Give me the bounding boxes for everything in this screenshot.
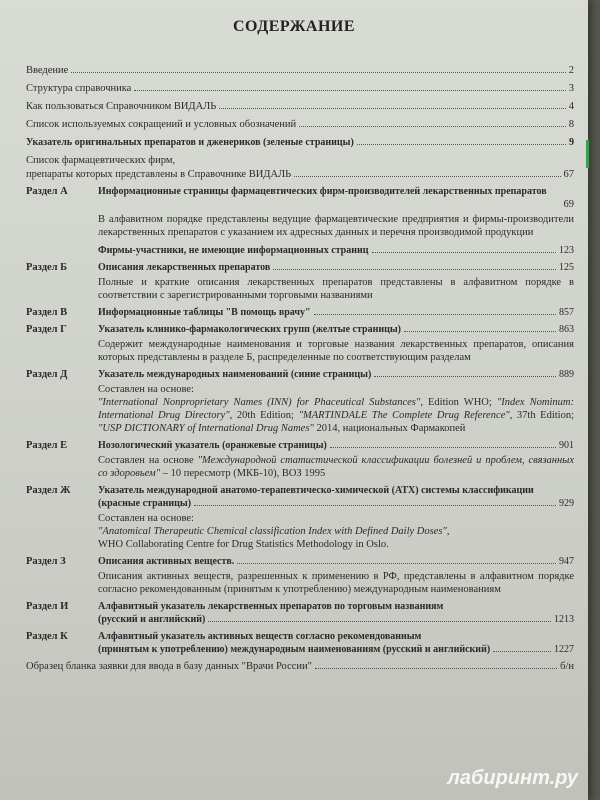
subsection-entry — [98, 244, 574, 257]
subsection-page: 123 — [559, 245, 574, 256]
source-edition: , Edition WHO; — [420, 397, 497, 408]
section-description: Полные и краткие описания лекарственных препаратов представлены в алфавитном порядке в соответствии с зарегистрированными торговыми названиями — [98, 277, 574, 301]
toc-entry — [26, 64, 574, 78]
dot-leader — [314, 314, 556, 315]
section-heading-cont: (русский и английский) — [98, 614, 206, 625]
description-intro: Составлен на основе: — [98, 513, 194, 524]
dot-leader — [404, 331, 556, 332]
toc-entry-footer — [26, 660, 574, 674]
section-e — [26, 439, 574, 480]
section-g — [26, 323, 574, 364]
dot-leader — [134, 90, 565, 91]
toc-entry-text: Структура справочника — [26, 83, 132, 94]
dot-leader — [374, 376, 556, 377]
toc-entry-page: 2 — [568, 65, 574, 76]
section-heading-cont: (красные страницы) — [98, 498, 192, 509]
toc-entry — [26, 154, 574, 181]
section-label: Раздел И — [26, 601, 69, 612]
dot-leader — [237, 563, 556, 564]
section-a — [26, 185, 574, 257]
toc-entry — [26, 82, 574, 96]
section-heading-cont: (принятым к употреблению) международным наименованиям (русский и английский) — [98, 644, 491, 655]
toc-entry-page: 4 — [568, 101, 574, 112]
dot-leader — [299, 126, 566, 127]
section-page: 69 — [563, 199, 574, 210]
section-zh — [26, 484, 574, 551]
section-page: 889 — [559, 369, 574, 380]
section-description — [98, 512, 574, 551]
source-title: "MARTINDALE The Complete Drug Reference" — [298, 410, 510, 421]
page-title: СОДЕРЖАНИЕ — [232, 18, 356, 35]
toc-entry-page: 3 — [568, 83, 574, 94]
section-heading: Информационные страницы фармацевтических фирм-производителей лекарственных препаратов — [98, 186, 547, 197]
dot-leader — [219, 108, 565, 109]
dot-leader — [294, 176, 560, 177]
toc-entry-page: 8 — [568, 119, 574, 130]
section-heading: Указатель международной анатомо-терапевтическо-химической (АТХ) системы классификации — [98, 485, 534, 496]
section-description: Содержит международные наименования и торговые названия лекарственных препаратов, описания которых представлены в разделе Б, распределенные по соответствующим разделам — [98, 339, 574, 363]
section-heading: Нозологический указатель (оранжевые страницы) — [98, 440, 327, 451]
section-page: 901 — [559, 440, 574, 451]
section-label: Раздел В — [26, 307, 68, 318]
source-edition: , 20th Edition; — [229, 410, 299, 421]
toc-entry — [26, 136, 574, 150]
section-page: 947 — [559, 556, 574, 567]
toc-entry-text: Указатель оригинальных препаратов и дженериков (зеленые страницы) — [26, 137, 354, 148]
table-of-contents — [26, 64, 574, 678]
section-description: В алфавитном порядке представлены ведущие фармацевтические предприятия и фирмы-производители лекарственных препаратов с указанием их адресных данных и перечня производимой продукции — [98, 214, 574, 238]
section-k — [26, 630, 574, 656]
section-b — [26, 261, 574, 302]
dot-leader — [357, 144, 566, 145]
section-d — [26, 368, 574, 435]
section-label: Раздел З — [26, 556, 66, 567]
green-tab-marker — [586, 140, 589, 168]
dot-leader — [315, 668, 557, 669]
section-page: 1213 — [554, 614, 574, 625]
section-z — [26, 555, 574, 596]
section-label: Раздел А — [26, 186, 68, 197]
section-heading: Описания лекарственных препаратов — [98, 262, 271, 273]
section-heading: Указатель международных наименований (синие страницы) — [98, 369, 372, 380]
section-description — [98, 383, 574, 435]
section-page: 929 — [559, 498, 574, 509]
section-page: 857 — [559, 307, 574, 318]
source-title: "Anatomical Therapeutic Chemical classification Index with Defined Daily Doses" — [98, 526, 447, 537]
watermark-logo: лабиринт.ру — [447, 767, 578, 789]
dot-leader — [372, 252, 556, 253]
source-edition: , 37th Edition; — [509, 410, 575, 421]
toc-entry-text: Образец бланка заявки для ввода в базу данных "Врачи России" — [26, 661, 312, 672]
toc-entry-page: 67 — [563, 168, 574, 180]
section-i — [26, 600, 574, 626]
dot-leader — [493, 651, 551, 652]
description-intro: Составлен на основе: — [98, 384, 194, 395]
source-title: "Index Nominum: International Drug Directory" — [98, 397, 574, 421]
dot-leader — [71, 72, 565, 73]
source-title: "USP DICTIONARY of International Drug Names" — [98, 423, 314, 434]
dot-leader — [208, 621, 551, 622]
section-heading: Алфавитный указатель активных веществ согласно рекомендованным — [98, 631, 422, 642]
toc-entry-page: 9 — [569, 137, 574, 148]
toc-entry-text: Введение — [26, 65, 69, 76]
source-edition: – 10 пересмотр (МКБ-10), ВОЗ 1995 — [160, 468, 326, 479]
subsection-heading: Фирмы-участники, не имеющие информационных страниц — [98, 245, 369, 256]
section-page: 125 — [559, 262, 574, 273]
section-heading: Информационные таблицы "В помощь врачу" — [98, 307, 311, 318]
section-label: Раздел Г — [26, 324, 67, 335]
section-heading: Указатель клинико-фармакологических групп (желтые страницы) — [98, 324, 402, 335]
section-page: 1227 — [554, 644, 574, 655]
punctuation: , — [446, 526, 450, 537]
section-label: Раздел Д — [26, 369, 68, 380]
source-edition: 2014, национальных Фармакопей — [313, 423, 466, 434]
description-intro: Составлен на основе — [98, 455, 198, 466]
dot-leader — [273, 269, 556, 270]
source-title: "International Nonproprietary Names (INN) for Phaceutical Substances" — [98, 397, 421, 408]
section-label: Раздел Б — [26, 262, 68, 273]
section-description: Описания активных веществ, разрешенных к применению в РФ, представлены в алфавитном порядке согласно рекомендованным (принятым к употреблению) международным наименованиям — [98, 571, 574, 595]
section-label: Раздел Ж — [26, 485, 71, 496]
dot-leader — [194, 505, 556, 506]
section-heading: Описания активных веществ. — [98, 556, 235, 567]
dot-leader — [330, 447, 556, 448]
toc-entry-text: Список используемых сокращений и условных обозначений — [26, 119, 297, 130]
toc-entry-text-line2: препараты которых представлены в Справочнике ВИДАЛЬ — [26, 168, 292, 180]
section-v — [26, 306, 574, 319]
section-description — [98, 454, 574, 480]
toc-entry — [26, 100, 574, 114]
section-page: 863 — [559, 324, 574, 335]
section-label: Раздел Е — [26, 440, 68, 451]
toc-entry-page: б/н — [560, 661, 574, 672]
toc-entry-text: Как пользоваться Справочником ВИДАЛЬ — [26, 101, 217, 112]
source-org: WHO Collaborating Centre for Drug Statistics Methodology in Oslo. — [98, 539, 389, 550]
toc-entry-text-line1: Список фармацевтических фирм, — [26, 155, 176, 166]
source-title: "Международной статистической классификации болезней и проблем, связанных со здоровьем" — [98, 455, 574, 479]
toc-entry — [26, 118, 574, 132]
section-label: Раздел К — [26, 631, 68, 642]
section-heading: Алфавитный указатель лекарственных препаратов по торговым названиям — [98, 601, 444, 612]
